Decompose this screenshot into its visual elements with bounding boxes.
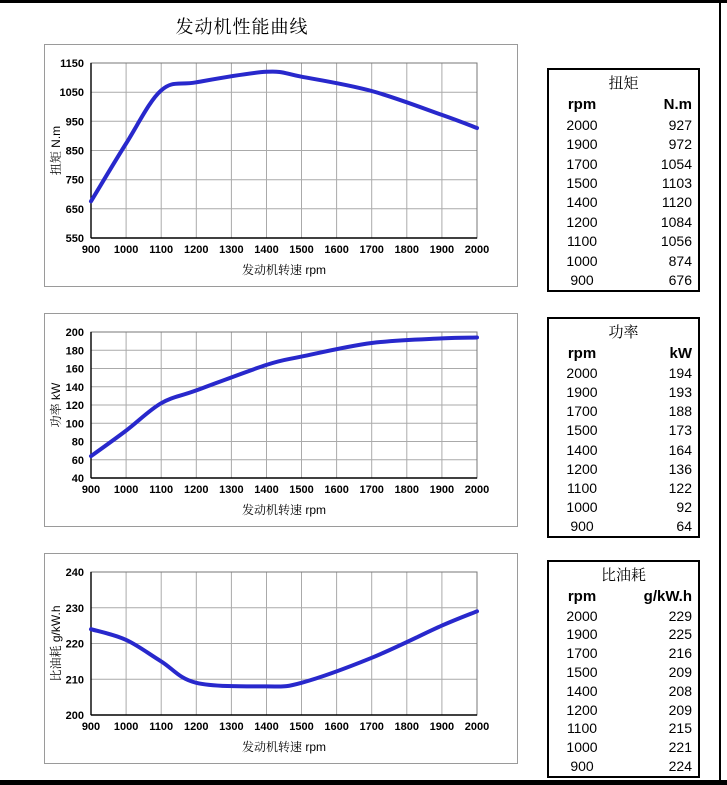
table-row xyxy=(549,214,698,230)
cell-rpm: 1400 xyxy=(566,682,598,699)
cell-rpm: 1900 xyxy=(566,136,598,153)
cell-value: 221 xyxy=(668,739,692,756)
cell-value: 224 xyxy=(668,757,692,774)
table-row xyxy=(549,365,698,381)
cell-rpm: 900 xyxy=(570,517,594,534)
power-chart-svg xyxy=(45,314,517,526)
cell-value: 64 xyxy=(676,517,692,534)
table-row xyxy=(549,518,698,534)
torque-curve xyxy=(91,72,477,202)
table-row xyxy=(549,403,698,419)
torque-chart xyxy=(44,44,518,287)
cell-rpm: 1200 xyxy=(566,460,598,477)
svg-text:240: 240 xyxy=(65,567,84,579)
svg-text:100: 100 xyxy=(65,418,84,431)
table-row xyxy=(549,175,698,191)
cell-rpm: 1100 xyxy=(566,479,598,496)
fuel-consumption-table xyxy=(547,560,700,778)
table-row xyxy=(549,702,698,718)
cell-value: 1084 xyxy=(660,213,692,230)
cell-rpm: 2000 xyxy=(566,116,598,133)
cell-rpm: 1700 xyxy=(566,645,598,662)
svg-text:140: 140 xyxy=(65,381,84,394)
table-row xyxy=(549,683,698,699)
cell-rpm: 1000 xyxy=(566,252,598,269)
svg-text:1200: 1200 xyxy=(184,244,209,256)
power-chart xyxy=(44,313,518,527)
svg-text:1800: 1800 xyxy=(394,244,420,256)
svg-text:1700: 1700 xyxy=(359,484,384,496)
svg-text:1900: 1900 xyxy=(429,244,455,256)
cell-rpm: 900 xyxy=(570,757,594,774)
svg-text:1100: 1100 xyxy=(149,484,174,496)
page-title: 发动机性能曲线 xyxy=(175,17,309,37)
cell-rpm: 1200 xyxy=(566,213,598,230)
table-row xyxy=(549,384,698,400)
cell-rpm: 1500 xyxy=(566,422,598,439)
svg-text:1600: 1600 xyxy=(324,244,349,256)
cell-value: 188 xyxy=(668,403,692,420)
svg-text:1900: 1900 xyxy=(429,484,455,496)
svg-text:1400: 1400 xyxy=(254,721,279,733)
table-row xyxy=(549,720,698,736)
table-row xyxy=(549,136,698,152)
cell-rpm: 2000 xyxy=(566,607,598,624)
svg-text:1500: 1500 xyxy=(289,721,314,733)
svg-text:1100: 1100 xyxy=(149,244,174,256)
svg-text:1050: 1050 xyxy=(59,87,84,100)
svg-text:发动机转速 rpm: 发动机转速 rpm xyxy=(241,740,327,754)
right-border-line xyxy=(719,0,721,785)
table-row xyxy=(549,422,698,438)
table-row xyxy=(549,626,698,642)
svg-text:650: 650 xyxy=(65,203,84,216)
svg-text:60: 60 xyxy=(71,454,84,467)
power-curve xyxy=(91,338,477,457)
table-row xyxy=(549,117,698,133)
svg-text:1500: 1500 xyxy=(289,244,314,256)
table-row xyxy=(549,442,698,458)
cell-value: 209 xyxy=(668,663,692,680)
cell-value: 173 xyxy=(668,422,692,439)
cell-value: 92 xyxy=(676,498,692,515)
cell-value: 229 xyxy=(668,607,692,624)
svg-text:1600: 1600 xyxy=(324,484,349,496)
cell-value: 194 xyxy=(668,365,692,382)
svg-text:1200: 1200 xyxy=(184,484,209,496)
cell-value: 164 xyxy=(668,441,692,458)
table-header-row xyxy=(549,345,698,362)
svg-text:900: 900 xyxy=(81,484,101,496)
svg-text:1300: 1300 xyxy=(219,244,244,256)
cell-rpm: 1400 xyxy=(566,194,598,211)
cell-value: 1103 xyxy=(661,174,692,191)
cell-rpm: 1400 xyxy=(566,441,598,458)
table-row xyxy=(549,272,698,288)
svg-text:1700: 1700 xyxy=(359,244,384,256)
cell-rpm: 1100 xyxy=(566,720,598,737)
power-table xyxy=(547,317,700,538)
cell-rpm: 1900 xyxy=(566,384,598,401)
cell-rpm: 2000 xyxy=(566,365,598,382)
svg-text:1400: 1400 xyxy=(254,244,279,256)
cell-value: 874 xyxy=(668,252,692,269)
top-border-line xyxy=(0,0,727,3)
cell-value: 216 xyxy=(668,645,692,662)
table-header-row xyxy=(549,96,698,113)
table-row xyxy=(549,253,698,269)
svg-text:2000: 2000 xyxy=(464,721,490,733)
cell-value: 225 xyxy=(668,626,692,643)
svg-text:1000: 1000 xyxy=(113,484,139,496)
svg-text:200: 200 xyxy=(65,327,84,339)
svg-text:900: 900 xyxy=(81,244,101,256)
svg-text:120: 120 xyxy=(65,400,84,412)
table-row xyxy=(549,645,698,661)
cell-value: 122 xyxy=(668,479,692,496)
cell-rpm: 1500 xyxy=(566,663,598,680)
svg-text:210: 210 xyxy=(65,674,84,687)
svg-text:1200: 1200 xyxy=(184,721,209,733)
svg-text:80: 80 xyxy=(71,436,84,449)
table-title: 扭矩 xyxy=(608,75,639,92)
cell-value: 1056 xyxy=(660,233,692,250)
cell-value: 1120 xyxy=(661,194,692,211)
svg-text:950: 950 xyxy=(65,116,84,129)
svg-text:160: 160 xyxy=(65,363,84,376)
table-row xyxy=(549,480,698,496)
svg-text:比油耗 g/kW.h: 比油耗 g/kW.h xyxy=(49,605,63,682)
cell-value: 927 xyxy=(668,116,692,133)
cell-value: 193 xyxy=(668,384,692,401)
fuel-consumption-chart xyxy=(44,553,518,764)
col-header-unit: kW xyxy=(669,345,692,363)
svg-text:1300: 1300 xyxy=(219,484,244,496)
table-row xyxy=(549,233,698,249)
table-row xyxy=(549,608,698,624)
col-header-rpm: rpm xyxy=(567,96,597,114)
table-row xyxy=(549,499,698,515)
col-header-unit: N.m xyxy=(663,96,692,114)
svg-text:900: 900 xyxy=(81,721,101,733)
svg-text:1800: 1800 xyxy=(394,484,420,496)
svg-text:1800: 1800 xyxy=(394,721,420,733)
table-title: 功率 xyxy=(608,324,639,341)
svg-text:发动机转速 rpm: 发动机转速 rpm xyxy=(241,263,327,277)
svg-text:1700: 1700 xyxy=(359,721,384,733)
svg-text:发动机转速 rpm: 发动机转速 rpm xyxy=(241,503,327,517)
svg-text:180: 180 xyxy=(65,345,84,358)
cell-rpm: 1500 xyxy=(566,174,598,191)
svg-text:230: 230 xyxy=(65,602,84,615)
table-row xyxy=(549,156,698,172)
table-row xyxy=(549,739,698,755)
cell-value: 215 xyxy=(668,720,692,737)
svg-text:1100: 1100 xyxy=(149,721,174,733)
torque-chart-svg xyxy=(45,45,517,286)
table-title: 比油耗 xyxy=(600,567,646,584)
svg-text:40: 40 xyxy=(71,473,84,485)
cell-value: 208 xyxy=(668,682,692,699)
svg-text:1000: 1000 xyxy=(113,244,139,256)
svg-text:1150: 1150 xyxy=(60,58,84,70)
svg-text:850: 850 xyxy=(65,145,84,158)
svg-text:750: 750 xyxy=(65,174,84,187)
cell-rpm: 1200 xyxy=(566,701,598,718)
bottom-border-line xyxy=(0,780,727,785)
cell-value: 676 xyxy=(668,271,692,288)
cell-value: 136 xyxy=(668,460,692,477)
svg-text:1500: 1500 xyxy=(289,484,314,496)
svg-text:1600: 1600 xyxy=(324,721,349,733)
svg-text:550: 550 xyxy=(65,233,84,245)
fuel-consumption-chart-svg xyxy=(45,554,517,763)
cell-rpm: 1700 xyxy=(566,403,598,420)
svg-text:2000: 2000 xyxy=(464,484,490,496)
cell-rpm: 1000 xyxy=(566,739,598,756)
svg-text:扭矩 N.m: 扭矩 N.m xyxy=(49,125,63,176)
cell-rpm: 1100 xyxy=(566,233,598,250)
col-header-unit: g/kW.h xyxy=(643,587,692,605)
table-row xyxy=(549,758,698,774)
col-header-rpm: rpm xyxy=(567,345,597,363)
svg-text:1300: 1300 xyxy=(219,721,244,733)
svg-text:功率 kW: 功率 kW xyxy=(49,382,63,428)
svg-text:2000: 2000 xyxy=(464,244,490,256)
cell-value: 972 xyxy=(668,136,692,153)
col-header-rpm: rpm xyxy=(567,587,597,605)
cell-rpm: 1000 xyxy=(566,498,598,515)
svg-text:1900: 1900 xyxy=(429,721,455,733)
cell-rpm: 900 xyxy=(570,271,594,288)
svg-text:220: 220 xyxy=(65,638,84,651)
cell-value: 1054 xyxy=(660,155,692,172)
fuel-consumption-curve xyxy=(91,611,477,686)
svg-text:200: 200 xyxy=(65,710,84,722)
svg-text:1000: 1000 xyxy=(113,721,139,733)
table-header-row xyxy=(549,588,698,605)
cell-rpm: 1700 xyxy=(566,155,598,172)
table-row xyxy=(549,664,698,680)
cell-value: 209 xyxy=(668,701,692,718)
svg-text:1400: 1400 xyxy=(254,484,279,496)
table-row xyxy=(549,194,698,210)
table-row xyxy=(549,461,698,477)
torque-table xyxy=(547,68,700,292)
cell-rpm: 1900 xyxy=(566,626,598,643)
